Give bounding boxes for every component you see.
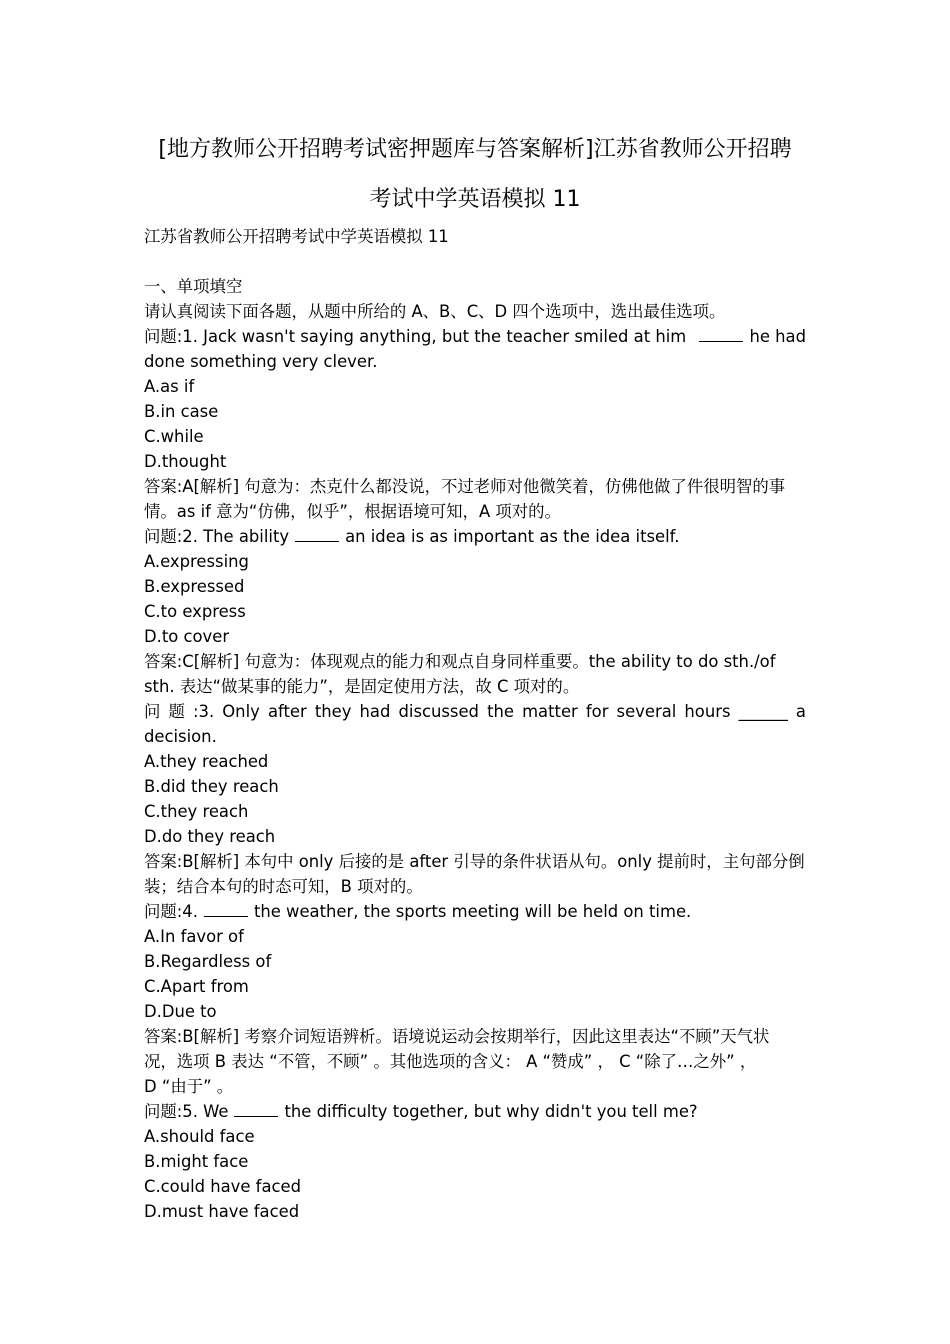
question-3-word: Only (222, 702, 260, 721)
question-3-option-b: B.did they reach (144, 777, 279, 796)
document-subtitle: 江苏省教师公开招聘考试中学英语模拟 11 (144, 227, 449, 246)
question-2-option-d: D.to cover (144, 627, 230, 646)
question-3-word: several (616, 702, 677, 721)
question-3-word: discussed (398, 702, 479, 721)
question-3-word: after (267, 702, 307, 721)
document-title-line-1: [地方教师公开招聘考试密押题库与答案解析]江苏省教师公开招聘 (158, 137, 792, 162)
question-1-option-c: C.while (144, 427, 204, 446)
question-3-word: 题 (168, 702, 185, 721)
question-4-option-d: D.Due to (144, 1002, 217, 1021)
question-2-blank (295, 527, 339, 542)
question-4-option-a: A.In favor of (144, 927, 244, 946)
question-3-answer-line-2: 装；结合本句的时态可知，B 项对的。 (144, 877, 423, 896)
document-title-line-2: 考试中学英语模拟 11 (369, 187, 581, 212)
question-5-stem-start: 问题:5. We (144, 1102, 229, 1121)
question-4-text-line-1 (144, 899, 806, 924)
question-3-word: hours (684, 702, 731, 721)
question-4-answer-line-2: 况，选项 B 表达 “不管，不顾” 。其他选项的含义： A “赞成” ， C “除了…之外” ， (144, 1052, 757, 1071)
question-5 (144, 1099, 806, 1224)
question-5-option-b: B.might face (144, 1152, 249, 1171)
question-3-option-a: A.they reached (144, 752, 269, 771)
question-3-option-d: D.do they reach (144, 827, 276, 846)
question-3-word: matter (522, 702, 578, 721)
question-1-blank (699, 327, 743, 342)
spacer (144, 249, 806, 274)
question-2-option-c: C.to express (144, 602, 246, 621)
question-5-option-a: A.should face (144, 1127, 255, 1146)
question-3-option-c: C.they reach (144, 802, 249, 821)
question-2-option-a: A.expressing (144, 552, 249, 571)
question-3-word: :3. (193, 702, 215, 721)
question-5-blank (234, 1102, 278, 1117)
question-3 (144, 699, 806, 899)
question-3-word: had (359, 702, 391, 721)
question-4-answer-line-3: D “由于” 。 (144, 1077, 234, 1096)
question-3-word: a (795, 702, 806, 721)
question-3-word: for (585, 702, 609, 721)
question-1-stem-end: he had (749, 327, 806, 346)
question-5-stem-end: the difficulty together, but why didn't you tell me? (284, 1102, 698, 1121)
question-4-blank (204, 902, 248, 917)
question-3-text-line-1 (144, 699, 806, 724)
question-3-word: the (487, 702, 514, 721)
question-2-stem-end: an idea is as important as the idea itself. (345, 527, 680, 546)
question-4 (144, 899, 806, 1099)
question-4-option-c: C.Apart from (144, 977, 249, 996)
question-2-text-line-1 (144, 524, 806, 549)
question-2-answer-line-1: 答案:C[解析] 句意为：体现观点的能力和观点自身同样重要。the ability to do sth./of (144, 652, 776, 671)
question-4-stem-end: the weather, the sports meeting will be held on time. (253, 902, 692, 921)
question-2-stem-start: 问题:2. The ability (144, 527, 290, 546)
question-1-option-d: D.thought (144, 452, 227, 471)
question-1-stem-start: 问题:1. Jack wasn't saying anything, but the teacher smiled at him (144, 327, 687, 346)
instructions: 请认真阅读下面各题，从题中所给的 A、B、C、D 四个选项中，选出最佳选项。 (144, 302, 726, 321)
question-1-answer-line-1: 答案:A[解析] 句意为：杰克什么都没说，不过老师对他微笑着，仿佛他做了件很明智的事 (144, 477, 786, 496)
document-body (144, 224, 806, 1224)
question-3-text-line-2: decision. (144, 727, 217, 746)
question-3-word: 问 (144, 702, 161, 721)
question-1-text-line-1 (144, 324, 806, 349)
question-4-answer-line-1: 答案:B[解析] 考察介词短语辨析。语境说运动会按期举行，因此这里表达“不顾”天气状 (144, 1027, 770, 1046)
question-2-answer-line-2: sth. 表达“做某事的能力”，是固定使用方法，故 C 项对的。 (144, 677, 580, 696)
question-5-option-d: D.must have faced (144, 1202, 300, 1221)
question-5-text-line-1 (144, 1099, 806, 1124)
question-3-word: they (314, 702, 352, 721)
section-heading: 一、单项填空 (144, 277, 243, 296)
question-4-option-b: B.Regardless of (144, 952, 272, 971)
question-1-text-line-2: done something very clever. (144, 352, 378, 371)
question-2-option-b: B.expressed (144, 577, 245, 596)
question-3-blank: ______ (738, 702, 788, 721)
question-5-option-c: C.could have faced (144, 1177, 301, 1196)
question-1-answer-line-2: 情。as if 意为“仿佛，似乎”，根据语境可知，A 项对的。 (144, 502, 561, 521)
question-4-stem-start: 问题:4. (144, 902, 198, 921)
question-1-option-b: B.in case (144, 402, 219, 421)
question-2 (144, 524, 806, 699)
question-1-option-a: A.as if (144, 377, 195, 396)
question-1 (144, 324, 806, 524)
question-3-answer-line-1: 答案:B[解析] 本句中 only 后接的是 after 引导的条件状语从句。only 提前时，主句部分倒 (144, 852, 805, 871)
